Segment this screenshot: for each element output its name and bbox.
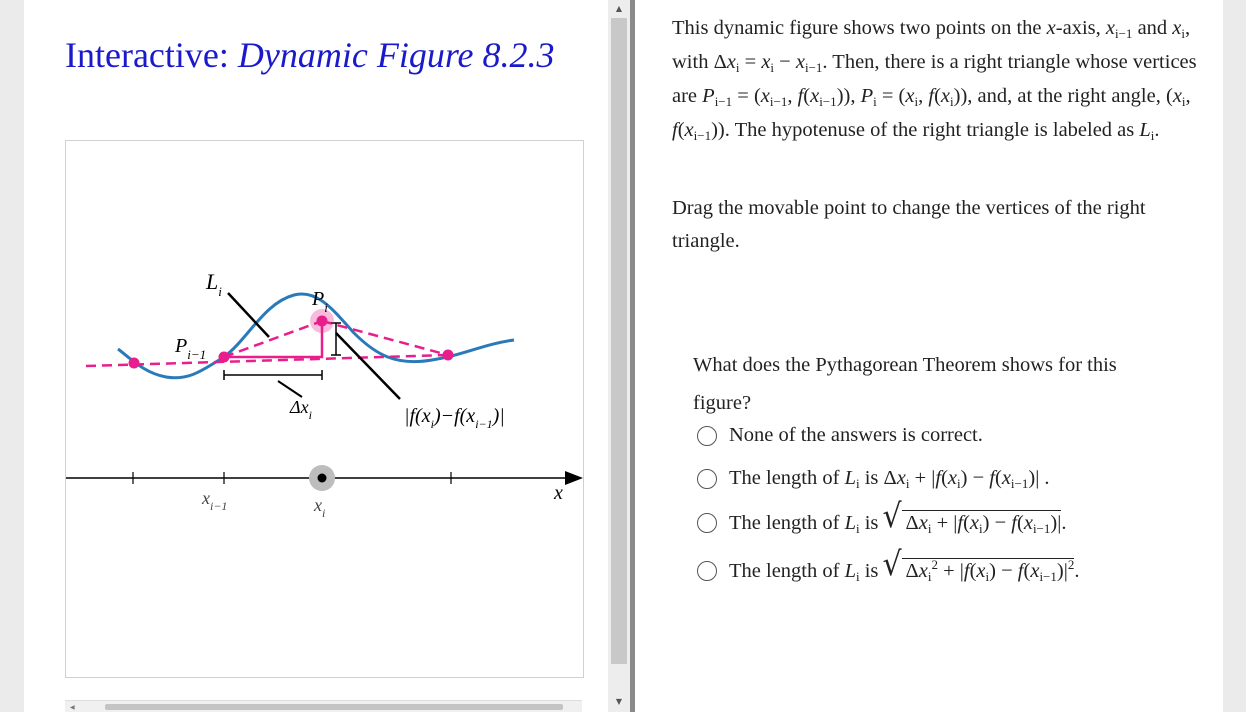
figure-horizontal-scrollbar[interactable]	[65, 700, 582, 712]
point-P-i-minus-1	[219, 352, 230, 363]
scroll-down-icon[interactable]: ▼	[615, 697, 623, 706]
vertical-scroll-thumb[interactable]	[611, 18, 627, 664]
label-x-axis: x	[554, 482, 563, 504]
figure-panel	[24, 0, 608, 712]
radio-button[interactable]	[697, 561, 717, 581]
label-P-i-minus-1: $P_{i-1}$	[175, 335, 207, 362]
answer-option-1[interactable]	[697, 424, 983, 447]
instruction-text: Drag the movable point to change the vertices of the right triangle.	[672, 197, 1146, 252]
option-label: The length of $L_i$ is √ $\Delta x_i^2 + |f(x_i) - f(x_{i-1})|^2$.	[729, 558, 1079, 583]
question-text: What does the Pythagorean Theorem shows for this figure?	[693, 354, 1117, 414]
title-prefix: Interactive:	[65, 35, 238, 75]
vertical-scrollbar[interactable]	[608, 0, 630, 712]
option-label: The length of $L_i$ is $\Delta x_i + |f(x_i) - f(x_{i-1})|$ .	[729, 467, 1050, 491]
square-root: √ $\Delta x_i + |f(x_i) - f(x_{i-1})|$	[902, 510, 1062, 535]
answer-option-2[interactable]	[697, 467, 1050, 490]
scroll-up-icon[interactable]: ▲	[615, 4, 623, 13]
title-name: Dynamic Figure 8.2.3	[237, 35, 555, 75]
option-label: None of the answers is correct.	[729, 424, 983, 446]
radio-button[interactable]	[697, 513, 717, 533]
label-x-i-minus-1: $x_{i-1}$	[202, 488, 228, 513]
movable-point[interactable]	[318, 474, 327, 483]
figure-description: This dynamic figure shows two points on the x-axis, $x_{i-1}$ and $x_i$, with $\Delta x_i = x_i - x_{i-1}$. Then, there is a right triangle whose vertices are $P_{i-1} = (x_{i-1}$, $f(x_{i-1})$), $P_i = (x_i$, $f(x_i)$), and, at the right angle, ($x_i$, $f(x_{i-1})$). The hypotenuse of the right triangle is labeled as $L_i$.	[672, 17, 1197, 143]
label-P-i: $P_i$	[312, 288, 328, 315]
page-title	[65, 34, 555, 76]
hypotenuse-dashed	[224, 321, 322, 357]
text-panel	[635, 0, 1223, 712]
point-right-end	[443, 350, 454, 361]
x-axis-arrowhead	[565, 471, 583, 485]
point-left-end	[129, 358, 140, 369]
answer-option-4[interactable]	[697, 558, 1079, 583]
horizontal-scroll-thumb[interactable]	[105, 704, 563, 710]
radio-button[interactable]	[697, 469, 717, 489]
answer-option-3[interactable]	[697, 510, 1066, 535]
radio-button[interactable]	[697, 426, 717, 446]
option-label: The length of $L_i$ is √ $\Delta x_i + |f(x_i) - f(x_{i-1})|$.	[729, 510, 1066, 535]
diff-pointer-line	[336, 333, 400, 399]
label-L: $L_i$	[206, 269, 222, 299]
dynamic-figure	[65, 140, 584, 678]
figure-canvas	[66, 141, 583, 677]
point-P-i	[317, 316, 328, 327]
label-x-i: $x_i$	[314, 495, 326, 520]
label-dx: $\Delta x_i$	[290, 397, 312, 422]
scroll-left-icon[interactable]: ◀	[70, 704, 75, 711]
dx-pointer-line	[278, 381, 302, 397]
square-root: √ $\Delta x_i^2 + |f(x_i) - f(x_{i-1})|^2$	[902, 558, 1075, 583]
label-diff: $|f(x_i)-f(x_{i-1})|$	[404, 405, 505, 431]
